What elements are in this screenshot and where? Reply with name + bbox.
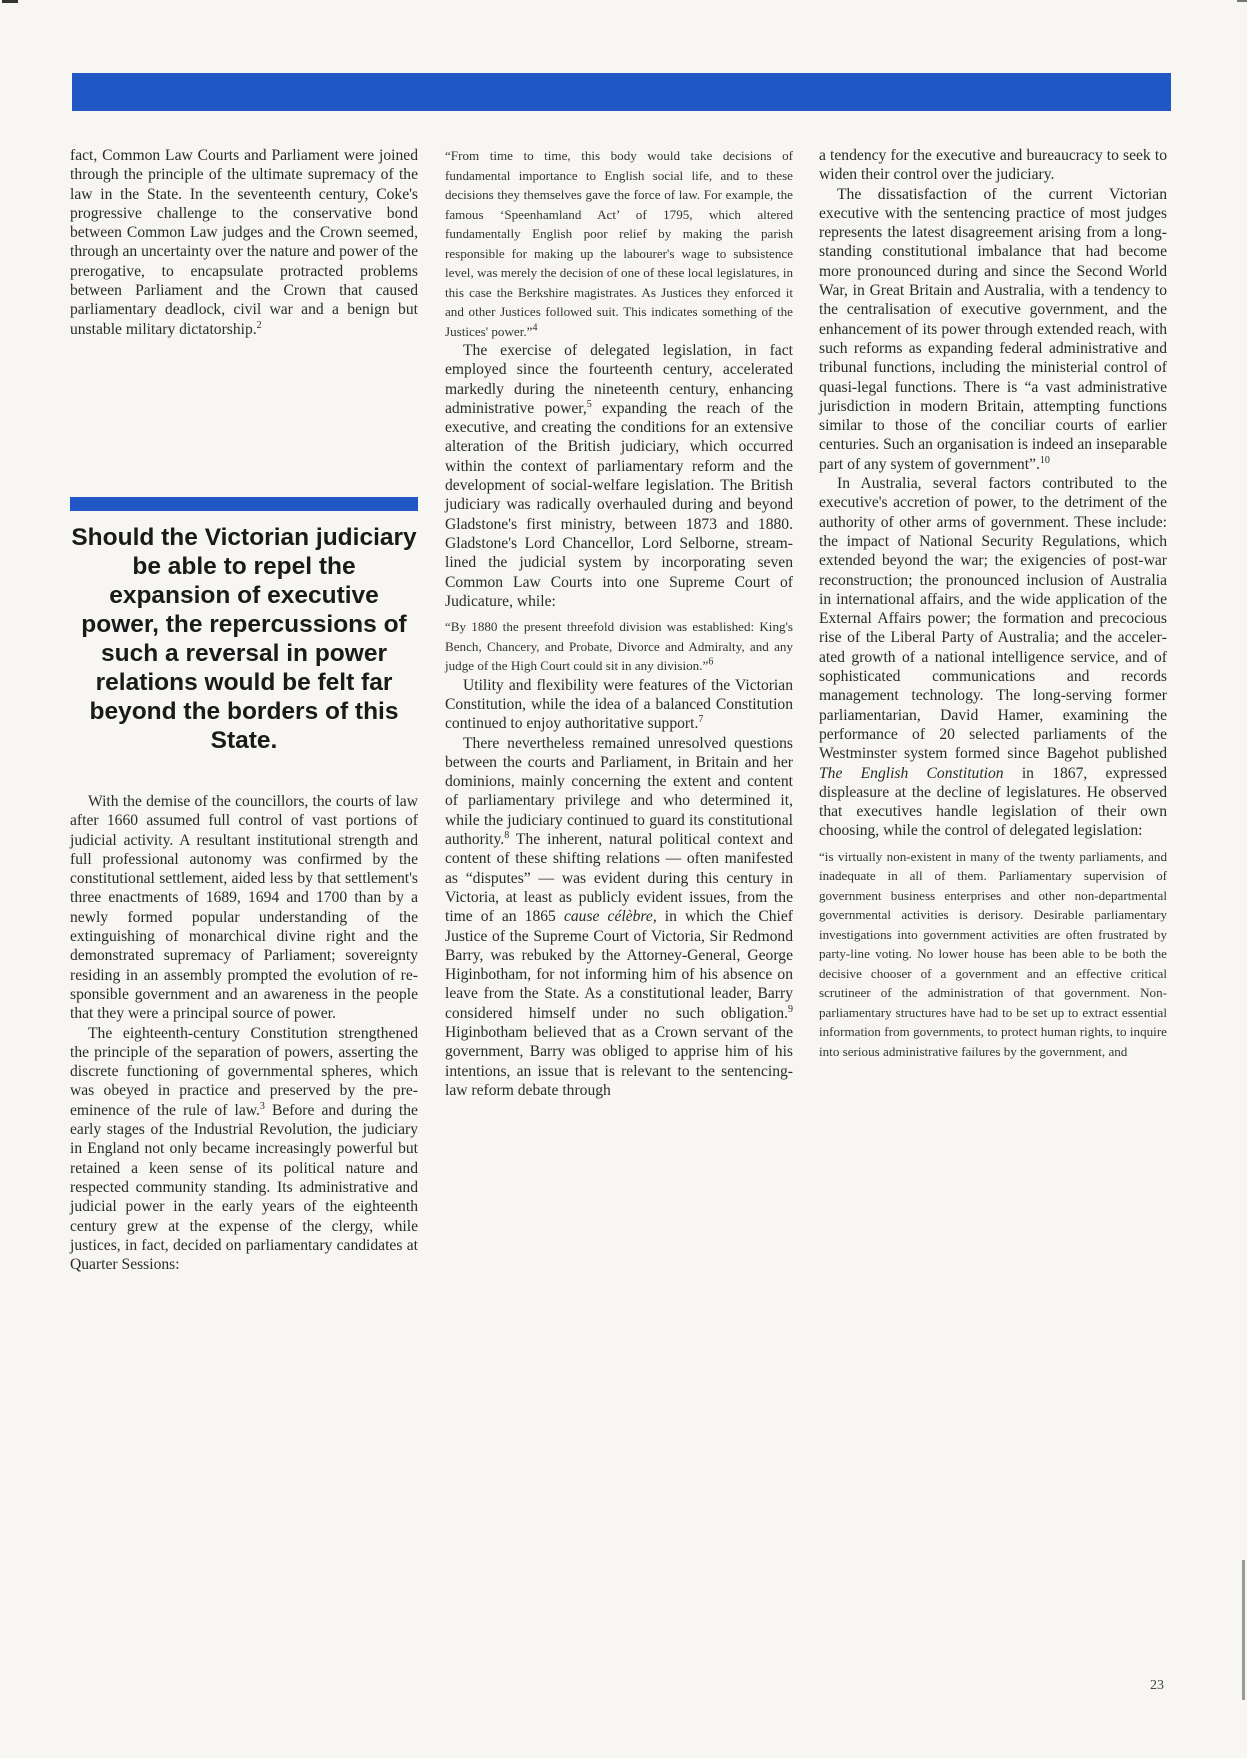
paragraph: With the demise of the councillors, the courts of law after 1660 assumed full control of vast portions of judicial activity. A resultant institutional strength and full professional autonomy was confirmed by the constitutional settlement, aided less by that settlement's three enactments of 1689, 1694 and 1700 than by a newly formed popular understanding of the extinguishing of monarchical divine right and the demonstrated supremacy of Parliament; sovereignty residing in an assembly prompted the evolution of responsible government and an awareness in the people that they were a principal source of power. (70, 793, 418, 1023)
italic-text: cause célèbre (563, 908, 653, 926)
footnote-ref: 4 (532, 322, 538, 334)
scan-corner-mark (2, 0, 18, 3)
column-2 (445, 146, 793, 1100)
footnote-ref: 3 (259, 1100, 265, 1112)
paragraph (445, 734, 793, 1101)
paragraph-text: There nevertheless remained unresolved questions between the courts and Parliament, in Britain and her dominions, mainly concerning the extent and content of parliamentary privilege and who determined it, while the judiciary continued to guard its constitutional authority. (445, 734, 793, 849)
paragraph (445, 341, 793, 611)
paragraph-text: , in which the Chief Justice of the Supreme Court of Victoria, Sir Redmond Barry, was rebuked by the Attorney-General, George Higinbotham, for not informing him of his absence on leave from the State. As a constitutional leader, Barry considered himself under no such obligation. (445, 908, 793, 1022)
paragraph (819, 474, 1167, 841)
column-1-bottom (70, 792, 418, 1274)
paragraph-text: Higinbotham believed that as a Crown servant of the government, Barry was obliged to apprise him of his intentions, an issue that is relevant to the sentencing-law reform debate through (445, 1024, 793, 1099)
quote-text: “From time to time, this body would take decisions of fundamental importance to English social life, and to these decisions they themselves gave the force of law. For example, the famous ‘Speenhamland Act’ of 1795, which altered fundamentally English poor relief by making the parish responsible for making up the labourer's wage to subsistence level, was merely the decision of one of these local legislatures, in this case the Berkshire magistrates. As Justices they enforced it and other Justices followed suit. This indicates something of the Justices' power.” (445, 148, 793, 339)
paragraph: a tendency for the executive and bureaucracy to seek to widen their control over the judiciary. (819, 147, 1167, 184)
italic-text: The English Constitution (819, 764, 1004, 782)
paragraph-text: The exercise of delegated legislation, in fact employed since the fourteenth century, accelerated markedly during the nineteenth century, enhancing administrative power, (445, 342, 793, 417)
column-3 (819, 146, 1167, 1061)
paragraph-text: The dissatisfaction of the current Victorian executive with the sentencing practice of most judges represents the latest disagreement arising from a long-standing constitutional imbalance that had become more pronounced during and since the Second World War, in Great Britain and Australia, with a tendency to the centralisation of executive government, and the enhancement of its power through extended reach, with such reforms as expanding federal administrative and tribunal functions, including the ministerial control of quasi-legal functions. There is “a vast administrative jurisdiction in modern Britain, attempting functions similar to those of the conciliar courts of earlier centuries. Such an organisation is indeed an inseparable part of any system of government”. (819, 185, 1167, 473)
footnote-ref: 7 (698, 714, 704, 726)
footnote-ref: 8 (504, 829, 510, 841)
paragraph (819, 185, 1167, 474)
footnote-ref: 9 (788, 1003, 793, 1015)
paragraph-text: Before and during the early stages of the Industrial Revolution, the judiciary in England not only became increasingly powerful but retained a keen sense of its political nature and respected community standing. Its administrative and judicial power in the early years of the eighteenth century grew at the expense of the clergy, while justices, in fact, decided on parliamentary candidates at Quarter Sessions: (70, 1101, 418, 1274)
footnote-ref: 10 (1039, 454, 1050, 466)
pull-quote: Should the Victorian judiciary be able to repel the expansion of executive power, the repercussions of such a reversal in power relations would be felt far beyond the borders of this State. (71, 524, 417, 754)
scan-edge-mark-bottom (1242, 1560, 1245, 1700)
block-quote (445, 617, 793, 676)
pull-quote-bar (70, 497, 418, 511)
paragraph (445, 676, 793, 734)
footnote-ref: 2 (256, 319, 262, 331)
paragraph-text: expanding the reach of the executive, and creating the conditions for an extensive alteration of the British judiciary, which occurred within the context of parliamentary reform and the development of social-welfare legislation. The British judiciary was radically overhauled during and beyond Gladstone's first ministry, between 1873 and 1880. Gladstone's Lord Chancellor, Lord Selborne, streamlined the judicial system by incorporating seven Common Law Courts into one Supreme Court of Judicature, while: (445, 399, 793, 610)
paragraph (70, 1024, 418, 1275)
footnote-ref: 5 (586, 398, 592, 410)
paragraph-text: fact, Common Law Courts and Parliament were joined through the principle of the ultimate supremacy of the law in the State. In the seventeenth century, Coke's progressive challenge to the conservative bond between Common Law judges and the Crown seemed, through an uncertainty over the nature and power of the prerogative, to encapsulate protracted problems between Parliament and the Crown that caused parliamentary deadlock, civil war and a benign but unstable military dictatorship. (70, 147, 418, 338)
paragraph-text: The eighteenth-century Constitution strengthened the principle of the separation of powers, asserting the discrete functioning of governmental spheres, which was obeyed in practice and preserved by the pre-eminence of the rule of law. (70, 1024, 418, 1119)
page-number: 23 (1150, 1678, 1164, 1693)
quote-text: “By 1880 the present threefold division was established: King's Bench, Chancery, and Probate, Divorce and Admiralty, and any judge of the High Court could sit in any division.” (445, 619, 793, 674)
paragraph-text: Utility and flexibility were features of the Victorian Constitution, while the idea of a balanced Constitution continued to enjoy authoritative support. (445, 676, 793, 733)
block-quote (445, 146, 793, 341)
paragraph-text: In Australia, several factors contributed to the executive's accretion of power, to the detriment of the authority of other arms of government. These include: the impact of National Security Regulations, which extended beyond the war; the exigencies of post-war reconstruction; the pronounced inclusion of Australia in international affairs, and the wide application of the External Affairs power; the formation and precocious rise of the Liberal Party of Australia; and the accelerated growth of a national intelligence service, and of sophisticated communications and records management technology. The long-serving former parliamentarian, David Hamer, examining the performance of 20 selected parliaments of the Westminster system formed since Bagehot published (819, 475, 1167, 763)
paragraph-text: in 1867, expressed displeasure at the decline of legislatures. He observed that executives handle legislation of their own choosing, while the control of delegated legislation: (819, 764, 1167, 840)
column-1-top (70, 146, 418, 339)
paragraph (70, 146, 418, 339)
block-quote: “is virtually non-existent in many of the twenty parliaments, and inadequate in all of them. Parliamentary supervision of government business enterprises and other non-departmental governmental activities is derisory. Desirable parliamentary investigations into government activities are often frustrated by party-line voting. No lower house has been able to be both the decisive chooser of a government and an effective critical scrutineer of the administration of that government. Non-parliamentary structures have had to be set up to extract essential information from governments, to protect human rights, to inquire into serious administrative failures by the government, and (819, 848, 1167, 1059)
scan-edge-mark (1237, 0, 1247, 2)
footnote-ref: 6 (708, 656, 714, 668)
paragraph-text: The inherent, natural political context and content of these shifting relations — often manifested as “disputes” — was evident during this century in Victoria, at least as publicly evident issues, from the time of an 1865 (445, 831, 793, 926)
header-color-bar (72, 73, 1171, 111)
